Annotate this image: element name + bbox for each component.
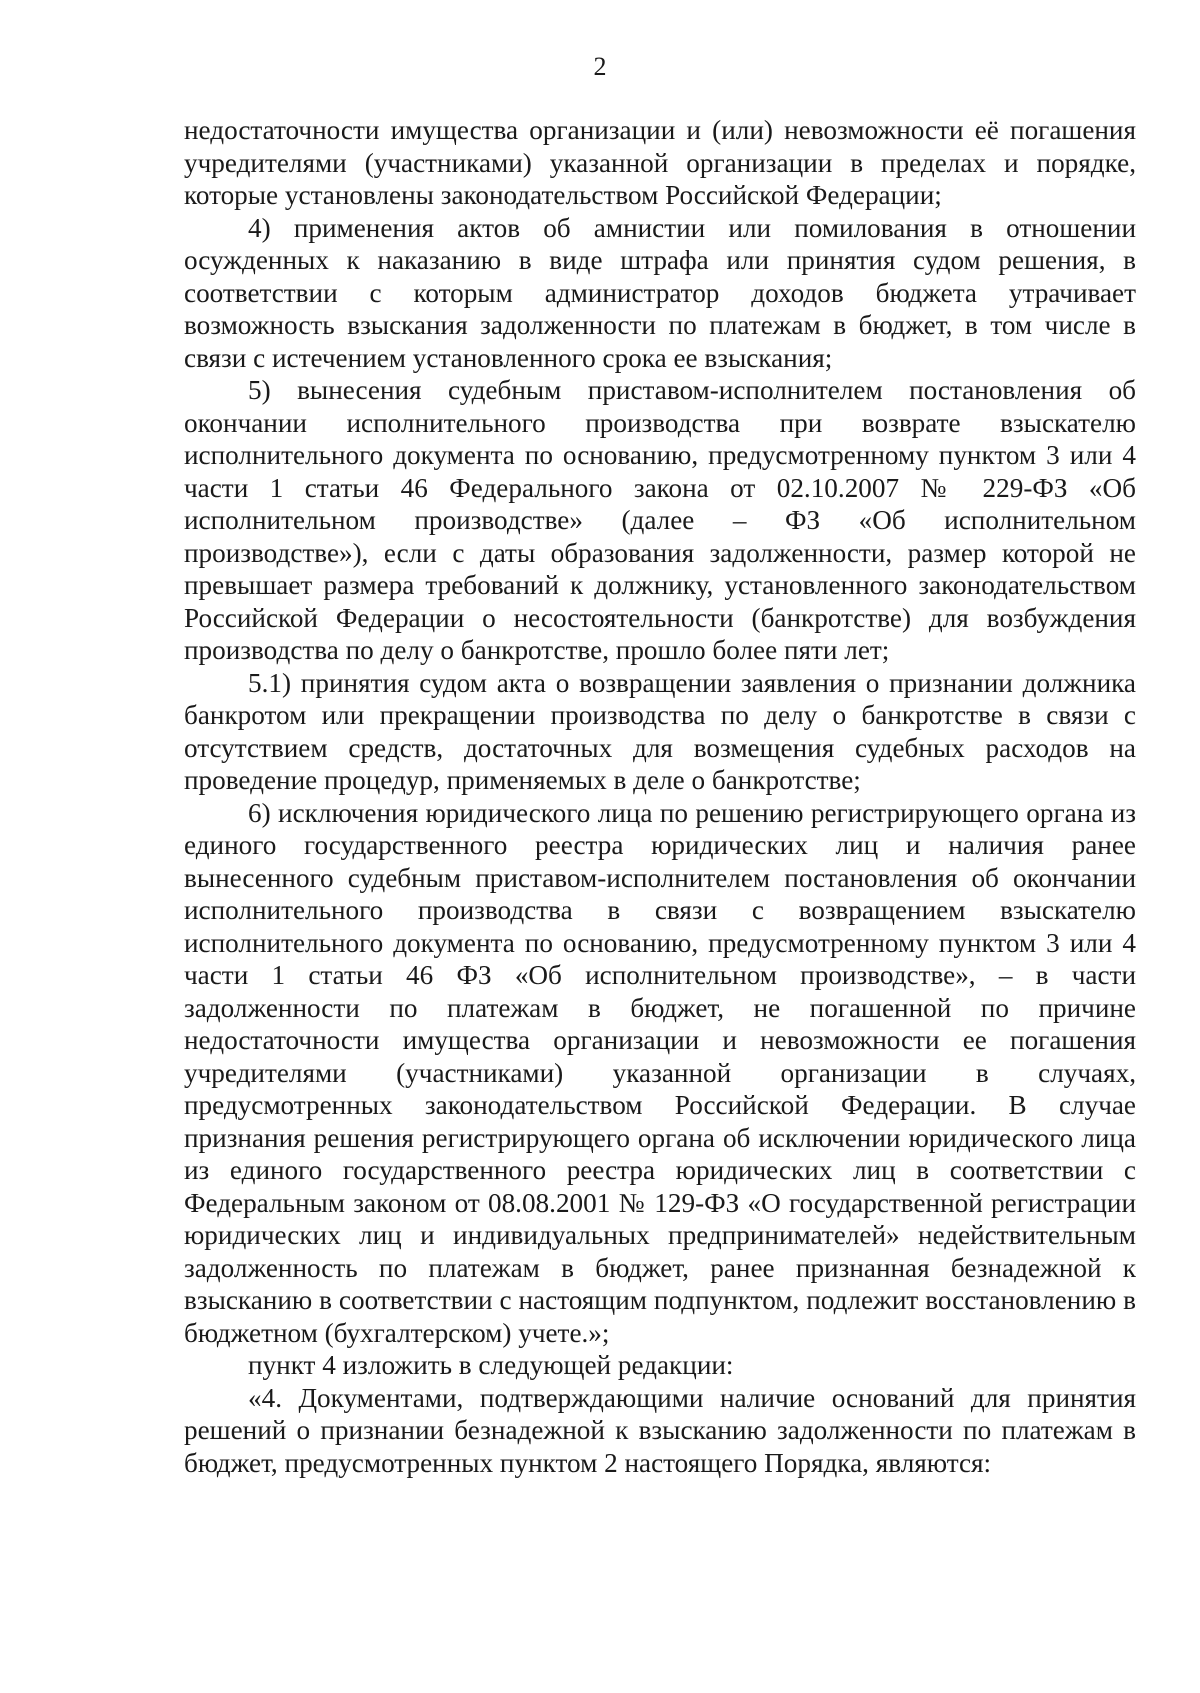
paragraph-item-5: 5) вынесения судебным приставом-исполнителем постановления об окончании исполнительного производства при возврате взыскателю исполнительного документа по основанию, предусмотренному пунктом 3 или 4 части 1 статьи 46 Федерального закона от 02.10.2007 № 229-ФЗ «Об исполнительном производстве» (далее – ФЗ «Об исполнительном производстве»), если с даты образования задолженности, размер которой не превышает размера требований к должнику, установленного законодательством Российской Федерации о несостоятельности (банкротстве) для возбуждения производства по делу о банкротстве, прошло более пяти лет; xyxy=(184,375,1136,665)
paragraph-item-5-1: 5.1) принятия судом акта о возвращении заявления о признании должника банкротом или прекращении производства по делу о банкротстве в связи с отсутствием средств, достаточных для возмещения судебных расходов на проведение процедур, применяемых в деле о банкротстве; xyxy=(184,667,1136,795)
document-body xyxy=(184,114,1136,1479)
paragraph-amendment-instruction: пункт 4 изложить в следующей редакции: xyxy=(248,1350,734,1380)
page-number: 2 xyxy=(593,52,607,81)
paragraph-item-6: 6) исключения юридического лица по решению регистрирующего органа из единого государственного реестра юридических лиц и наличия ранее вынесенного судебным приставом-исполнителем постановления об окончании исполнительного производства в связи с возвращением взыскателю исполнительного документа по основанию, предусмотренному пунктом 3 или 4 части 1 статьи 46 ФЗ «Об исполнительном производстве», – в части задолженности по платежам в бюджет, не погашенной по причине недостаточности имущества организации и невозможности ее погашения учредителями (участниками) указанной организации в случаях, предусмотренных законодательством Российской Федерации. В случае признания решения регистрирующего органа об исключении юридического лица из единого государственного реестра юридических лиц в соответствии с Федеральным законом от 08.08.2001 № 129-ФЗ «О государственной регистрации юридических лиц и индивидуальных предпринимателей» недействительным задолженность по платежам в бюджет, ранее признанная безнадежной к взысканию в соответствии с настоящим подпунктом, подлежит восстановлению в бюджетном (бухгалтерском) учете.»; xyxy=(184,797,1136,1348)
paragraph-item-4: 4) применения актов об амнистии или помилования в отношении осужденных к наказанию в виде штрафа или принятия судом решения, в соответствии с которым администратор доходов бюджета утрачивает возможность взыскания задолженности по платежам в бюджет, в том числе в связи с истечением установленного срока ее взыскания; xyxy=(184,212,1136,373)
paragraph-continuation: недостаточности имущества организации и (или) невозможности её погашения учредителями (участниками) указанной организации в пределах и порядке, которые установлены законодательством Российской Федерации; xyxy=(184,115,1136,210)
paragraph-item-4-new-wording: «4. Документами, подтверждающими наличие оснований для принятия решений о признании безнадежной к взысканию задолженности по платежам в бюджет, предусмотренных пунктом 2 настоящего Порядка, являются: xyxy=(184,1382,1136,1478)
